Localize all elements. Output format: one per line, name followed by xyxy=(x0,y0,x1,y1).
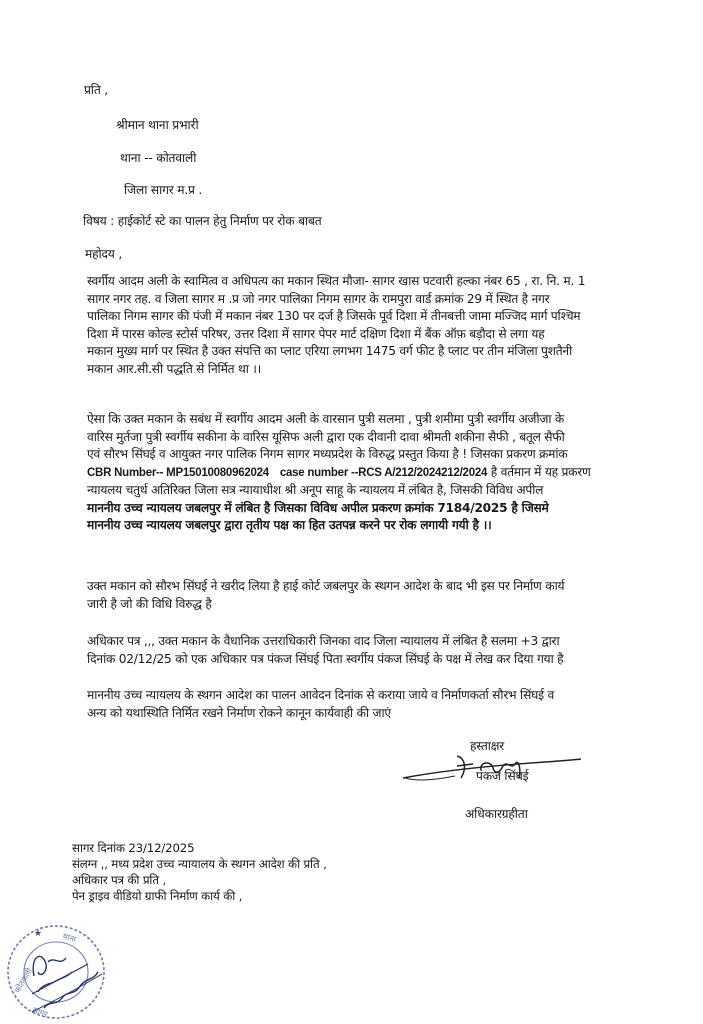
paragraph-line: दिशा में पारस कोल्ड स्टोर्स परिषर, उत्तर दिशा में सागर पेपर मार्ट दक्षिण दिशा में बैंक ऑफ़ बड़ौदा से लगा यह xyxy=(87,326,545,341)
paragraph-authority-letter xyxy=(87,633,687,668)
paragraph-line: एवं सौरभ सिंघई व आयुक्त नगर पालिक निगम सागर मध्यप्रदेश के विरुद्ध प्रस्तुत किया है ! जिसका प्रकरण क्रमांक xyxy=(87,447,568,461)
paragraph-request xyxy=(87,687,687,722)
paragraph-civil-suit xyxy=(87,411,687,535)
salutation-to: प्रति , xyxy=(84,83,108,97)
paragraph-line: मकान मुख्य मार्ग पर स्थित है उक्त संपत्ति का प्लाट एरिया लगभग 1475 वर्ग फीट है प्लाट पर तीन मंजिला पुशतैनी xyxy=(87,344,573,358)
case-number-line xyxy=(87,464,687,483)
paragraph-property-description xyxy=(87,273,687,378)
svg-text:सागर: सागर xyxy=(31,1005,49,1020)
cbr-number: CBR Number-- MP15010080962024 xyxy=(87,466,269,479)
enclosure-item: पेन ड्राइव वीडियो ग्राफी निर्माण कार्य की , xyxy=(72,889,243,903)
recipient-line-2: थाना -- कोतवाली xyxy=(120,151,197,165)
paragraph-line: उक्त मकान को सौरभ सिंघई ने खरीद लिया है हाई कोर्ट जबलपुर के स्थगन आदेश के बाद भी इस पर निर्माण कार्य xyxy=(87,579,565,593)
paragraph-line: पालिका निगम सागर की पंजी में मकान नंबर 130 पर दर्ज है जिसके पूर्व दिशा में तीनबत्ती जामा मज्जिद मार्ग पश्चिम xyxy=(87,309,581,323)
paragraph-line: स्वर्गीय आदम अली के स्वामित्व व अधिपत्य का मकान स्थित मौजा- सागर खास पटवारी हल्का नंबर 65 , रा. नि. म. 1 xyxy=(87,274,586,288)
recipient-line-1: श्रीमान थाना प्रभारी xyxy=(116,118,199,132)
subject-line: विषय : हाईकोर्ट स्टे का पालन हेतु निर्माण पर रोक बाबत xyxy=(83,214,322,228)
paragraph-line: मकान आर.सी.सी पद्धति से निर्मित था ।। xyxy=(87,361,262,376)
paragraph-line: वारिस मुर्तजा पुत्री स्वर्गीय सकीना के वारिस यूसिफ अली द्वारा एक दीवानी दावा श्रीमती शकीना सैफी , बतूल सैफी xyxy=(87,429,565,444)
paragraph-line-bold: माननीय उच्च न्यायलय जबलपुर द्वारा तृतीय पक्ष का हित उतपन्न करने पर रोक लगायी गयी है ।। xyxy=(87,518,492,532)
paragraph-line: अधिकार पत्र ,,, उक्त मकान के वैधानिक उत्तराधिकारी जिनका वाद जिला न्यायालय में लंबित है सलमा +3 द्वारा xyxy=(87,634,560,648)
svg-text:कोतवाली: कोतवाली xyxy=(12,966,35,995)
paragraph-line: जारी है जो की विधि विरुद्ध है xyxy=(87,596,212,611)
greeting: महोदय , xyxy=(85,247,123,261)
signatory-designation: अधिकारग्रहीता xyxy=(465,807,528,821)
paragraph-line-bold: माननीय उच्च न्यायलय जबलपुर में लंबित है जिसका विविध अपील प्रकरण क्रमांक 7184/2025 है जिसमे xyxy=(87,500,549,515)
paragraph-line: ऐसा कि उक्त मकान के सबंध में स्वर्गीय आदम अली के वारसान पुत्री सलमा , पुत्री शमीमा पुत्री स्वर्गीय अजीजा के xyxy=(87,412,565,426)
paragraph-construction xyxy=(87,578,687,613)
date-line: सागर दिनांक 23/12/2025 xyxy=(72,841,195,855)
paragraph-line: दिनांक 02/12/25 को एक अधिकार पत्र पंकज सिंघई पिता स्वर्गीय पंकज सिंघई के पक्ष में लेख कर दिया गया है xyxy=(87,651,564,666)
paragraph-line: अन्य को यथास्थिति निर्मित रखने निर्माण रोकने कानून कार्यवाही की जाएं xyxy=(87,705,391,720)
signatory-name: पंकज सिंघई xyxy=(476,769,529,783)
case-number: case number --RCS A/212/2024212/2024 xyxy=(279,466,488,479)
paragraph-line: न्यायलय चतुर्थ अतिरिक्त जिला सत्र न्यायाधीश श्री अनूप साहू के न्यायलय में लंबित है, जिसकी विविध अपील xyxy=(87,483,544,497)
paragraph-line: सागर नगर तह. व जिला सागर म .प्र जो नगर पालिका निगम सागर के रामपुरा वार्ड क्रमांक 29 में स्थित है नगर xyxy=(87,291,550,306)
stamp-star-icon: ★ xyxy=(34,929,43,939)
recipient-line-3: जिला सागर म.प्र . xyxy=(124,183,203,197)
police-station-stamp xyxy=(2,916,114,1022)
svg-text:थाना: थाना xyxy=(61,931,78,945)
paragraph-line: माननीय उच्च न्यायलय के स्थगन आदेश का पालन आवेदन दिनांक से कराया जाये व निर्माणकर्ता सौरभ सिंघई व xyxy=(87,688,554,702)
enclosure-item: संलग्न ,, मध्य प्रदेश उच्च न्यायालय के स्थगन आदेश की प्रति , xyxy=(72,857,327,871)
signature-label: हस्ताक्षर xyxy=(470,739,505,753)
enclosure-item: अधिकार पत्र की प्रति , xyxy=(72,873,167,887)
case-line-suffix: है वर्तमान में यह प्रकरण xyxy=(487,464,591,479)
